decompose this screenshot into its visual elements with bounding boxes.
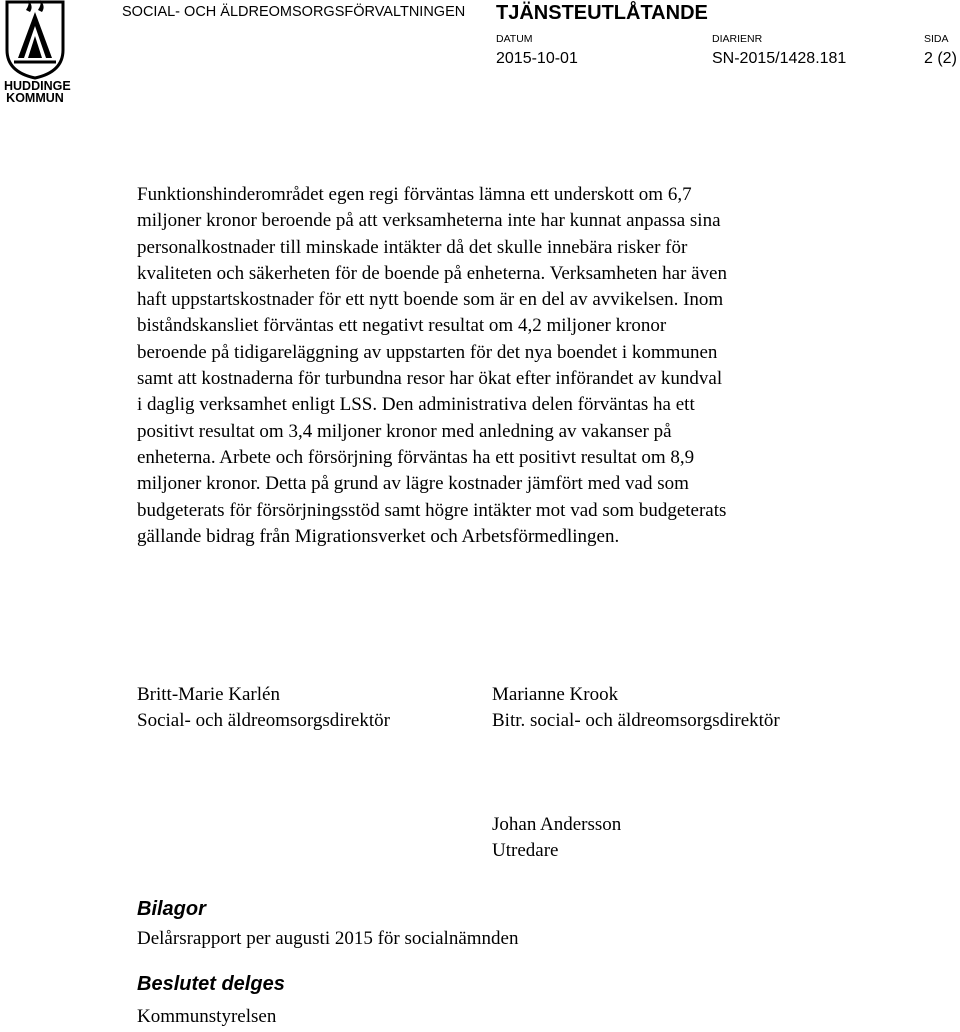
datum-value: 2015-10-01	[496, 50, 578, 67]
body-line: i daglig verksamhet enligt LSS. Den administrativa delen förväntas ha ett	[137, 394, 695, 416]
attachments-heading: Bilagor	[137, 898, 206, 920]
body-line: enheterna. Arbete och försörjning förväntas ha ett positivt resultat om 8,9	[137, 446, 695, 468]
signatory-name: Britt-Marie Karlén	[137, 684, 280, 705]
body-line: miljoner kronor. Detta på grund av lägre kostnader jämfört med vad som	[137, 473, 689, 495]
body-line: personalkostnader till minskade intäkter då det skulle innebära risker för	[137, 236, 688, 258]
attachment-item: Delårsrapport per augusti 2015 för socialnämnden	[137, 928, 519, 949]
logo-line-2: KOMMUN	[6, 91, 64, 105]
signature-third	[492, 812, 621, 864]
signatory-title: Social- och äldreomsorgsdirektör	[137, 710, 390, 731]
distribution-item: Kommunstyrelsen	[137, 1006, 277, 1027]
organization-name: SOCIAL- OCH ÄLDREOMSORGSFÖRVALTNINGEN	[122, 4, 466, 20]
body-line: Funktionshinderområdet egen regi förväntas lämna ett underskott om 6,7	[137, 184, 692, 205]
datum-label: DATUM	[496, 33, 533, 45]
signatory-name: Johan Andersson	[492, 814, 622, 835]
sida-label: SIDA	[924, 33, 949, 45]
signature-right	[492, 682, 780, 734]
logo-line-1: HUDDINGE	[4, 79, 71, 93]
body-line: miljoner kronor beroende på att verksamheterna inte har kunnat anpassa sina	[137, 210, 721, 232]
body-line: gällande bidrag från Migrationsverket och Arbetsförmedlingen.	[137, 525, 620, 547]
body-line: samt att kostnaderna för turbundna resor har ökat efter införandet av kundval	[137, 368, 723, 390]
signatory-title: Bitr. social- och äldreomsorgsdirektör	[492, 710, 780, 731]
crest-icon	[4, 0, 66, 80]
document-type: TJÄNSTEUTLÅTANDE	[496, 2, 708, 24]
municipality-logo	[4, 0, 71, 108]
body-line: positivt resultat om 3,4 miljoner kronor med anledning av vakanser på	[137, 420, 672, 442]
body-line: budgeterats för försörjningsstöd samt högre intäkter mot vad som budgeterats	[137, 499, 727, 521]
body-paragraph	[137, 182, 947, 550]
signatory-name: Marianne Krook	[492, 684, 619, 705]
signatory-title: Utredare	[492, 840, 559, 861]
body-line: biståndskansliet förväntas ett negativt resultat om 4,2 miljoner kronor	[137, 315, 667, 337]
diarienr-value: SN-2015/1428.181	[712, 50, 847, 67]
diarienr-label: DIARIENR	[712, 33, 763, 45]
signature-left	[137, 682, 390, 734]
body-line: haft uppstartskostnader för ett nytt boende som är en del av avvikelsen. Inom	[137, 289, 724, 311]
body-line: beroende på tidigareläggning av uppstarten för det nya boendet i kommunen	[137, 341, 718, 363]
sida-value: 2 (2)	[924, 50, 957, 67]
distribution-heading: Beslutet delges	[137, 973, 285, 995]
body-line: kvaliteten och säkerheten för de boende på enheterna. Verksamheten har även	[137, 262, 727, 284]
